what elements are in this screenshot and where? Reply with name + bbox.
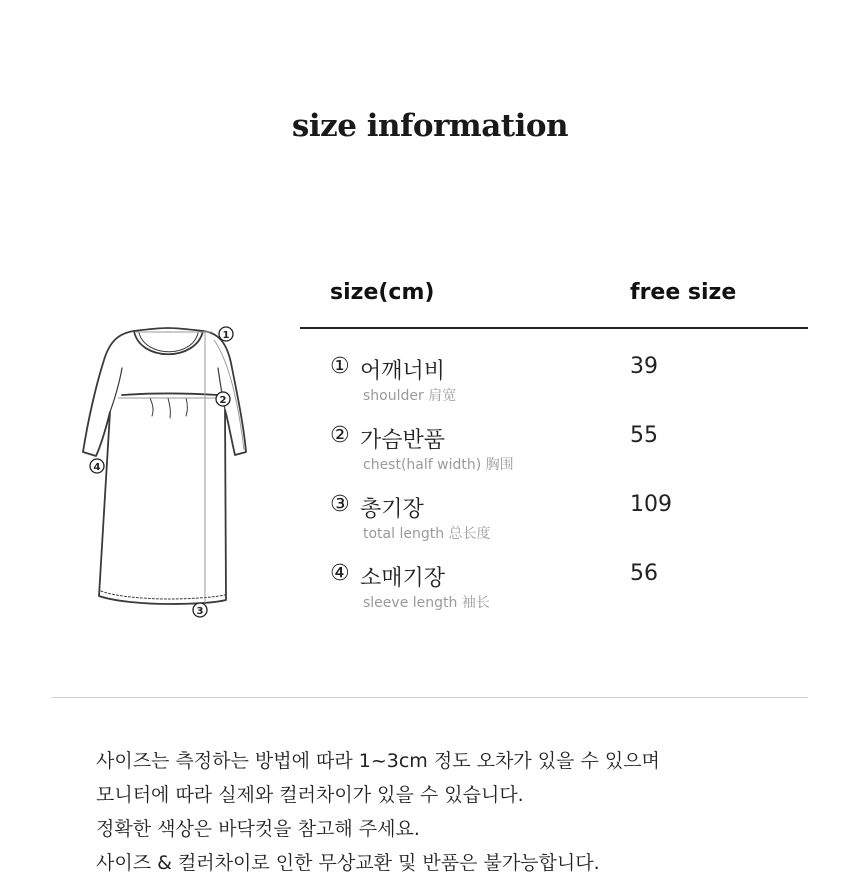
note-line: 사이즈는 측정하는 방법에 따라 1~3cm 정도 오차가 있을 수 있으며	[96, 750, 660, 772]
svg-text:1: 1	[222, 330, 230, 341]
marker-2	[216, 392, 230, 406]
table-row	[330, 561, 808, 621]
marker-1	[219, 327, 233, 341]
row-label-korean: 소매기장	[360, 566, 446, 591]
row-number: ④	[330, 561, 350, 586]
note-line: 정확한 색상은 바닥컷을 참고해 주세요.	[96, 818, 420, 840]
table-row	[330, 354, 808, 414]
table-header-rule	[300, 327, 808, 329]
size-notes	[96, 744, 660, 880]
row-value: 109	[630, 492, 672, 517]
yoke-seam	[122, 394, 218, 396]
dress-diagram	[78, 318, 248, 623]
dress-outline	[83, 328, 246, 604]
svg-text:4: 4	[93, 462, 101, 473]
svg-text:2: 2	[219, 395, 227, 406]
marker-3	[193, 603, 207, 617]
note-line: 사이즈 & 컬러차이로 인한 무상교환 및 반품은 불가능합니다.	[96, 852, 600, 874]
table-row	[330, 492, 808, 552]
section-divider	[52, 697, 808, 698]
table-row	[330, 423, 808, 483]
note-line: 모니터에 따라 실제와 컬러차이가 있을 수 있습니다.	[96, 784, 524, 806]
row-number: ②	[330, 423, 350, 448]
row-number: ③	[330, 492, 350, 517]
row-number: ①	[330, 354, 350, 379]
size-column-header: size(cm)	[330, 280, 435, 305]
row-value: 56	[630, 561, 658, 586]
row-label-korean: 어깨너비	[360, 359, 446, 384]
svg-text:3: 3	[196, 606, 204, 617]
row-label-korean: 총기장	[360, 497, 424, 522]
row-label-translation: sleeve length 袖长	[363, 595, 490, 611]
row-label-korean: 가슴반품	[360, 428, 446, 453]
row-label-translation: total length 总长度	[363, 526, 491, 542]
row-value: 39	[630, 354, 658, 379]
page-title: size information	[291, 108, 569, 144]
marker-4	[90, 459, 104, 473]
free-size-column-header: free size	[630, 280, 737, 305]
row-value: 55	[630, 423, 658, 448]
row-label-translation: shoulder 肩宽	[363, 388, 457, 404]
row-label-translation: chest(half width) 胸围	[363, 457, 514, 473]
